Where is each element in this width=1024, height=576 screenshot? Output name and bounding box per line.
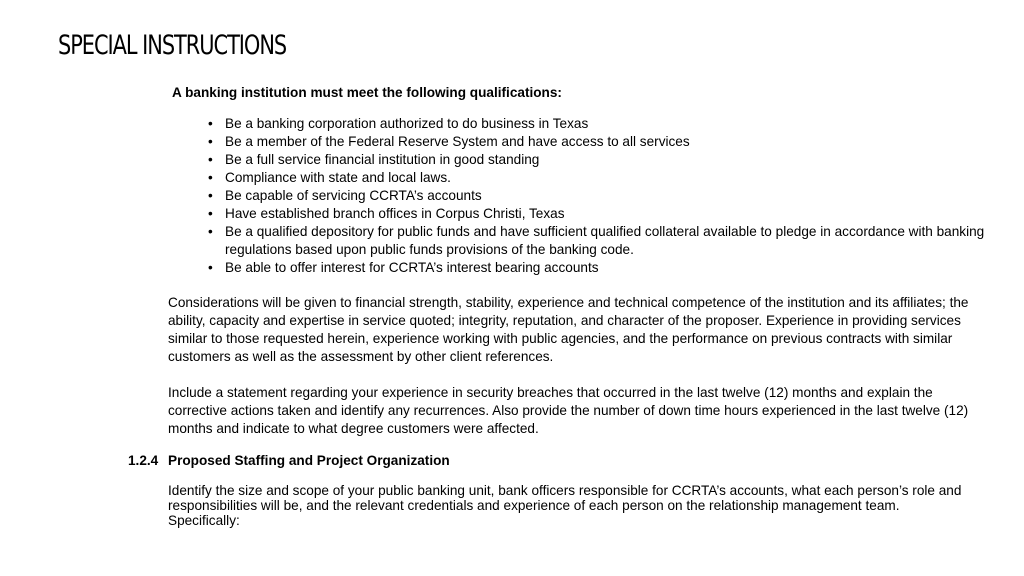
section-title: Proposed Staffing and Project Organization xyxy=(168,453,450,468)
considerations-paragraph: Considerations will be given to financial strength, stability, experience and technical competence of the institution and its affiliates; the ability, capacity and expertise in service quoted; integrity, reputation, and character of the proposer. Experience in providing services similar to those requested herein, experience working with public agencies, and the performance on previous contracts with similar customers as well as the assessment by other client references. xyxy=(168,295,969,364)
list-item: • Be a member of the Federal Reserve System and have access to all services xyxy=(205,133,995,151)
list-item: • Be a qualified depository for public funds and have sufficient qualified collateral available to pledge in accordance with banking regulations based upon public funds provisions of the banking code. xyxy=(205,223,995,259)
list-item: • Be a full service financial institution in good standing xyxy=(205,151,995,169)
qualifications-list xyxy=(205,115,995,277)
section-number: 1.2.4 xyxy=(128,453,159,468)
page-title: SPECIAL INSTRUCTIONS xyxy=(58,30,287,61)
list-item: • Be a banking corporation authorized to do business in Texas xyxy=(205,115,995,133)
qualifications-intro: A banking institution must meet the following qualifications: xyxy=(172,85,562,100)
list-item: • Compliance with state and local laws. xyxy=(205,169,995,187)
list-item: • Have established branch offices in Corpus Christi, Texas xyxy=(205,205,995,223)
section-heading xyxy=(128,453,450,468)
section-body-paragraph: Identify the size and scope of your public banking unit, bank officers responsible for CCRTA’s accounts, what each person’s role and responsibilities will be, and the relevant credentials and experience of each person on the relationship management team. Specifically: xyxy=(168,483,962,528)
list-item: • Be capable of servicing CCRTA’s accounts xyxy=(205,187,995,205)
list-item: • Be able to offer interest for CCRTA’s interest bearing accounts xyxy=(205,259,995,277)
security-statement-paragraph: Include a statement regarding your experience in security breaches that occurred in the last twelve (12) months and explain the corrective actions taken and identify any recurrences. Also provide the number of down time hours experienced in the last twelve (12) months and indicate to what degree customers were affected. xyxy=(168,385,969,436)
